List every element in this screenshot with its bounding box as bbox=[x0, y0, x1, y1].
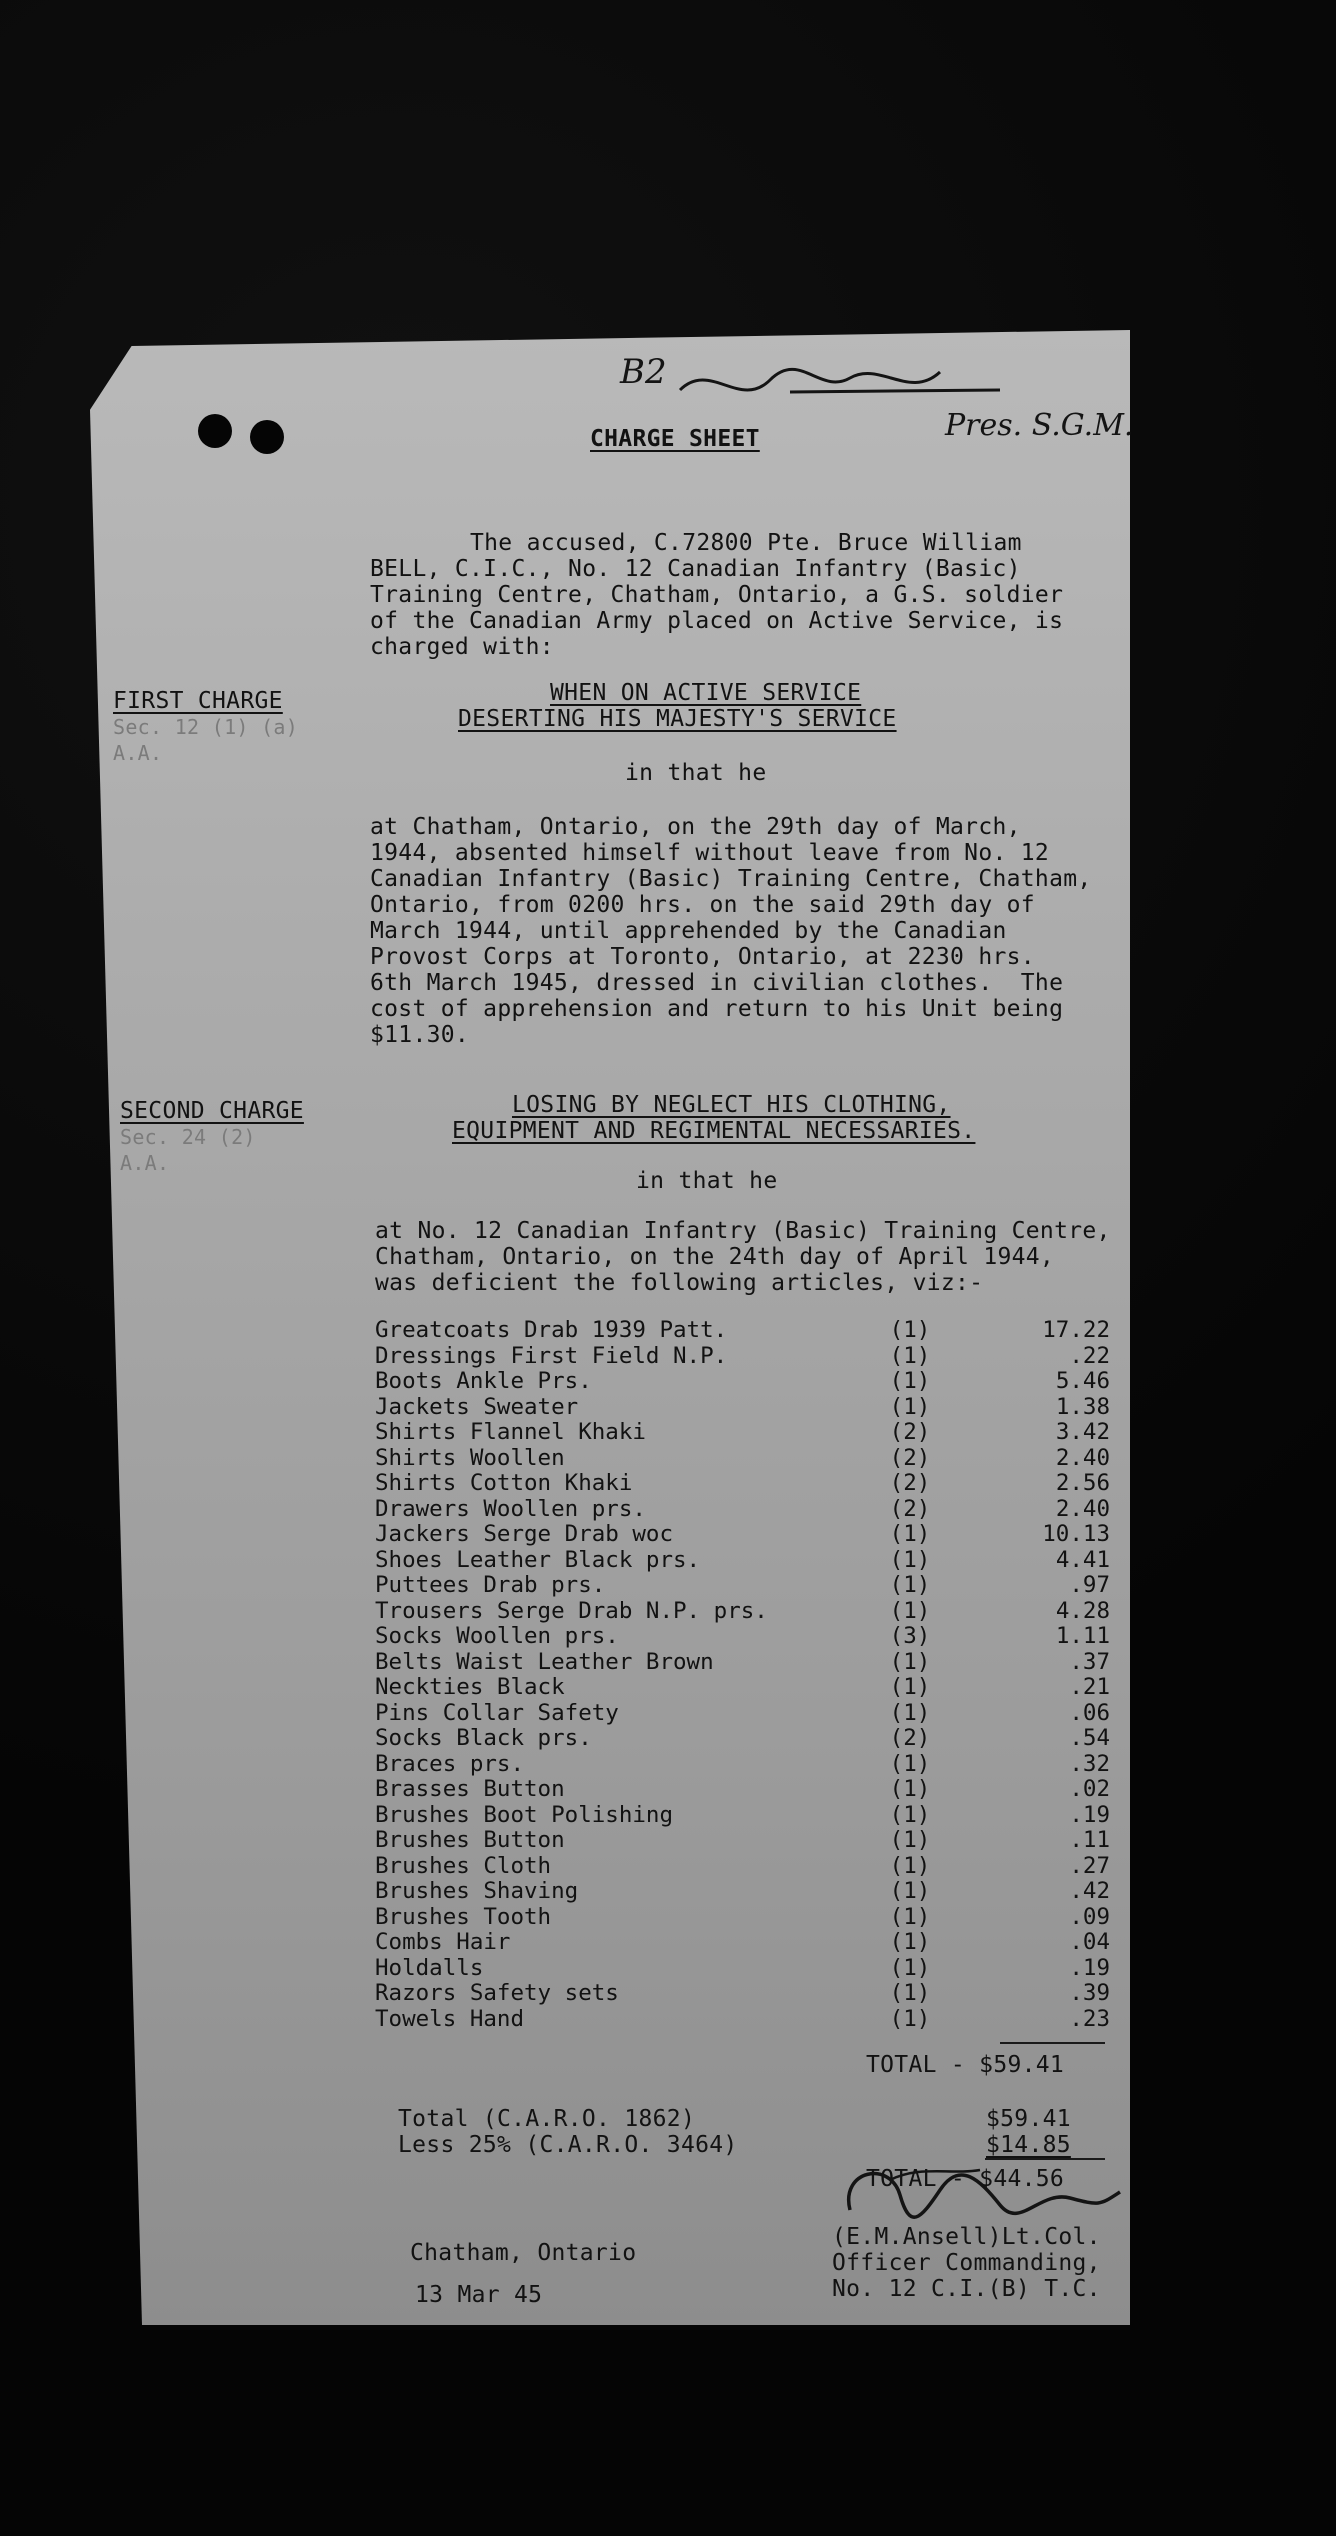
item-amount: 4.28 bbox=[1055, 1597, 1110, 1624]
item-amount: .06 bbox=[1069, 1699, 1110, 1726]
first-charge-line-3: Canadian Infantry (Basic) Training Centre, Chatham, bbox=[370, 866, 1092, 892]
handwritten-signature-top bbox=[670, 350, 1010, 410]
table-row bbox=[375, 1344, 1110, 1370]
item-name: Greatcoats Drab 1939 Patt. bbox=[375, 1317, 728, 1343]
item-quantity: (1) bbox=[889, 1801, 931, 1828]
first-charge-line-4: Ontario, from 0200 hrs. on the said 29th day of bbox=[370, 892, 1035, 918]
item-name: Socks Black prs. bbox=[375, 1725, 592, 1751]
item-quantity: (1) bbox=[889, 2005, 931, 2032]
table-row bbox=[375, 1905, 1110, 1931]
first-charge-section: Sec. 12 (1) (a) bbox=[113, 715, 299, 739]
table-row bbox=[375, 1803, 1110, 1829]
intro-line-2: BELL, C.I.C., No. 12 Canadian Infantry (Basic) bbox=[370, 556, 1021, 582]
first-charge-act: A.A. bbox=[113, 741, 163, 765]
item-amount: 3.42 bbox=[1055, 1419, 1110, 1445]
table-row bbox=[375, 1395, 1110, 1421]
item-amount: .27 bbox=[1069, 1852, 1110, 1879]
item-quantity: (1) bbox=[889, 1750, 931, 1777]
second-charge-act: A.A. bbox=[120, 1151, 170, 1175]
table-row bbox=[375, 2007, 1110, 2033]
item-quantity: (1) bbox=[889, 1546, 931, 1573]
item-amount: 2.56 bbox=[1055, 1470, 1110, 1496]
items-total-rule bbox=[1000, 2042, 1105, 2044]
item-amount: .21 bbox=[1069, 1674, 1110, 1700]
item-name: Puttees Drab prs. bbox=[375, 1572, 606, 1598]
final-total: TOTAL - $44.56 bbox=[866, 2166, 1065, 2192]
item-amount: 5.46 bbox=[1055, 1368, 1110, 1394]
item-quantity: (1) bbox=[889, 1317, 931, 1343]
item-quantity: (1) bbox=[889, 1827, 931, 1853]
item-name: Holdalls bbox=[375, 1954, 484, 1981]
item-quantity: (1) bbox=[889, 1929, 931, 1955]
table-row bbox=[375, 1650, 1110, 1676]
deficient-articles-table bbox=[375, 1318, 1110, 2032]
item-quantity: (1) bbox=[889, 1852, 931, 1879]
item-quantity: (1) bbox=[889, 1674, 931, 1700]
item-amount: .09 bbox=[1069, 1903, 1110, 1930]
second-charge-label: SECOND CHARGE bbox=[120, 1098, 304, 1124]
table-row bbox=[375, 1726, 1110, 1752]
table-row bbox=[375, 1981, 1110, 2007]
item-amount: .19 bbox=[1069, 1954, 1110, 1981]
item-name: Razors Safety sets bbox=[375, 1980, 619, 2006]
item-amount: 1.11 bbox=[1055, 1623, 1110, 1649]
item-quantity: (1) bbox=[889, 1393, 931, 1420]
items-total: TOTAL - $59.41 bbox=[866, 2052, 1065, 2078]
item-quantity: (1) bbox=[889, 1368, 931, 1394]
table-row bbox=[375, 1777, 1110, 1803]
intro-line-3: Training Centre, Chatham, Ontario, a G.S. soldier bbox=[370, 582, 1064, 608]
less-value: $14.85 bbox=[986, 2132, 1071, 2158]
intro-line-5: charged with: bbox=[370, 634, 554, 660]
item-name: Shirts Flannel Khaki bbox=[375, 1419, 646, 1445]
item-name: Drawers Woollen prs. bbox=[375, 1495, 646, 1522]
item-quantity: (2) bbox=[889, 1495, 931, 1522]
second-charge-heading-1: LOSING BY NEGLECT HIS CLOTHING, bbox=[512, 1092, 951, 1118]
item-name: Towels Hand bbox=[375, 2005, 525, 2032]
table-row bbox=[375, 1599, 1110, 1625]
table-row bbox=[375, 1956, 1110, 1982]
item-quantity: (1) bbox=[889, 1521, 931, 1547]
item-name: Jackets Sweater bbox=[375, 1393, 579, 1420]
officer-unit: No. 12 C.I.(B) T.C. bbox=[832, 2276, 1101, 2302]
officer-name: (E.M.Ansell)Lt.Col. bbox=[832, 2224, 1101, 2250]
table-row bbox=[375, 1548, 1110, 1574]
table-row bbox=[375, 1497, 1110, 1523]
first-charge-line-6: Provost Corps at Toronto, Ontario, at 2230 hrs. bbox=[370, 944, 1035, 970]
item-name: Brushes Tooth bbox=[375, 1903, 552, 1930]
item-name: Combs Hair bbox=[375, 1929, 511, 1955]
item-quantity: (2) bbox=[889, 1444, 931, 1471]
item-quantity: (1) bbox=[889, 1648, 931, 1675]
item-amount: 17.22 bbox=[1042, 1317, 1110, 1343]
item-amount: .39 bbox=[1069, 1980, 1110, 2006]
item-name: Brasses Button bbox=[375, 1776, 565, 1802]
item-amount: .23 bbox=[1069, 2005, 1110, 2032]
table-row bbox=[375, 1318, 1110, 1344]
item-quantity: (2) bbox=[889, 1419, 931, 1445]
less-label: Less 25% (C.A.R.O. 3464) bbox=[398, 2132, 738, 2158]
table-row bbox=[375, 1930, 1110, 1956]
first-charge-line-7: 6th March 1945, dressed in civilian clothes. The bbox=[370, 970, 1064, 996]
item-amount: 2.40 bbox=[1055, 1444, 1110, 1471]
item-amount: .37 bbox=[1069, 1648, 1110, 1675]
second-charge-line-1: at No. 12 Canadian Infantry (Basic) Training Centre, bbox=[375, 1218, 1111, 1244]
table-row bbox=[375, 1446, 1110, 1472]
item-name: Brushes Button bbox=[375, 1827, 565, 1853]
item-quantity: (2) bbox=[889, 1725, 931, 1751]
item-name: Brushes Cloth bbox=[375, 1852, 552, 1879]
first-charge-heading-2: DESERTING HIS MAJESTY'S SERVICE bbox=[458, 706, 897, 732]
item-amount: .54 bbox=[1069, 1725, 1110, 1751]
page-title: CHARGE SHEET bbox=[590, 426, 760, 452]
item-amount: .02 bbox=[1069, 1776, 1110, 1802]
first-charge-label: FIRST CHARGE bbox=[113, 688, 283, 714]
caro-total-value: $59.41 bbox=[986, 2106, 1071, 2132]
item-quantity: (1) bbox=[889, 1878, 931, 1904]
table-row bbox=[375, 1471, 1110, 1497]
item-name: Shoes Leather Black prs. bbox=[375, 1546, 701, 1573]
item-amount: 2.40 bbox=[1055, 1495, 1110, 1522]
item-name: Jackers Serge Drab woc bbox=[375, 1521, 674, 1547]
item-quantity: (1) bbox=[889, 1954, 931, 1981]
item-name: Brushes Boot Polishing bbox=[375, 1801, 674, 1828]
caro-total-label: Total (C.A.R.O. 1862) bbox=[398, 2106, 696, 2132]
item-name: Belts Waist Leather Brown bbox=[375, 1648, 714, 1675]
item-name: Pins Collar Safety bbox=[375, 1699, 619, 1726]
item-quantity: (2) bbox=[889, 1470, 931, 1496]
first-charge-line-2: 1944, absented himself without leave from No. 12 bbox=[370, 840, 1050, 866]
table-row bbox=[375, 1522, 1110, 1548]
item-name: Braces prs. bbox=[375, 1750, 525, 1777]
item-quantity: (1) bbox=[889, 1572, 931, 1598]
officer-title: Officer Commanding, bbox=[832, 2250, 1101, 2276]
item-quantity: (1) bbox=[889, 1903, 931, 1930]
second-charge-heading-2: EQUIPMENT AND REGIMENTAL NECESSARIES. bbox=[452, 1118, 976, 1144]
second-charge-in-that: in that he bbox=[636, 1168, 778, 1194]
footer-date: 13 Mar 45 bbox=[415, 2282, 543, 2308]
table-row bbox=[375, 1369, 1110, 1395]
item-name: Neckties Black bbox=[375, 1674, 565, 1700]
item-amount: .42 bbox=[1069, 1878, 1110, 1904]
intro-line-4: of the Canadian Army placed on Active Service, is bbox=[370, 608, 1064, 634]
second-charge-line-2: Chatham, Ontario, on the 24th day of April 1944, bbox=[375, 1244, 1055, 1270]
first-charge-heading-1: WHEN ON ACTIVE SERVICE bbox=[550, 680, 862, 706]
item-amount: 10.13 bbox=[1042, 1521, 1110, 1547]
item-name: Trousers Serge Drab N.P. prs. bbox=[375, 1597, 768, 1624]
punch-hole-left bbox=[198, 414, 232, 448]
first-charge-line-5: March 1944, until apprehended by the Canadian bbox=[370, 918, 1007, 944]
item-name: Shirts Woollen bbox=[375, 1444, 565, 1471]
item-name: Socks Woollen prs. bbox=[375, 1623, 619, 1649]
item-quantity: (1) bbox=[889, 1699, 931, 1726]
table-row bbox=[375, 1573, 1110, 1599]
item-quantity: (1) bbox=[889, 1597, 931, 1624]
item-amount: .22 bbox=[1069, 1342, 1110, 1369]
first-charge-line-1: at Chatham, Ontario, on the 29th day of March, bbox=[370, 814, 1021, 840]
item-name: Brushes Shaving bbox=[375, 1878, 579, 1904]
item-quantity: (1) bbox=[889, 1342, 931, 1369]
first-charge-in-that: in that he bbox=[625, 760, 767, 786]
item-amount: 4.41 bbox=[1055, 1546, 1110, 1573]
footer-place: Chatham, Ontario bbox=[410, 2240, 637, 2266]
item-amount: .32 bbox=[1069, 1750, 1110, 1777]
item-name: Boots Ankle Prs. bbox=[375, 1368, 592, 1394]
table-row bbox=[375, 1854, 1110, 1880]
intro-line-1: The accused, C.72800 Pte. Bruce William bbox=[470, 530, 1022, 556]
item-quantity: (1) bbox=[889, 1980, 931, 2006]
item-amount: 1.38 bbox=[1055, 1393, 1110, 1420]
second-charge-section: Sec. 24 (2) bbox=[120, 1125, 256, 1149]
second-charge-line-3: was deficient the following articles, viz:- bbox=[375, 1270, 984, 1296]
table-row bbox=[375, 1752, 1110, 1778]
annotation-b2: B2 bbox=[620, 352, 667, 392]
punch-hole-right bbox=[250, 420, 284, 454]
item-quantity: (1) bbox=[889, 1776, 931, 1802]
table-row bbox=[375, 1701, 1110, 1727]
item-amount: .19 bbox=[1069, 1801, 1110, 1828]
first-charge-line-9: $11.30. bbox=[370, 1022, 470, 1048]
item-amount: .04 bbox=[1069, 1929, 1110, 1955]
annotation-pres: Pres. S.G.M. bbox=[945, 408, 1134, 443]
item-quantity: (3) bbox=[889, 1623, 931, 1649]
item-name: Shirts Cotton Khaki bbox=[375, 1470, 633, 1496]
table-row bbox=[375, 1420, 1110, 1446]
item-amount: .97 bbox=[1069, 1572, 1110, 1598]
item-amount: .11 bbox=[1069, 1827, 1110, 1853]
table-row bbox=[375, 1879, 1110, 1905]
table-row bbox=[375, 1675, 1110, 1701]
first-charge-line-8: cost of apprehension and return to his Unit being bbox=[370, 996, 1064, 1022]
item-name: Dressings First Field N.P. bbox=[375, 1342, 728, 1369]
table-row bbox=[375, 1624, 1110, 1650]
table-row bbox=[375, 1828, 1110, 1854]
